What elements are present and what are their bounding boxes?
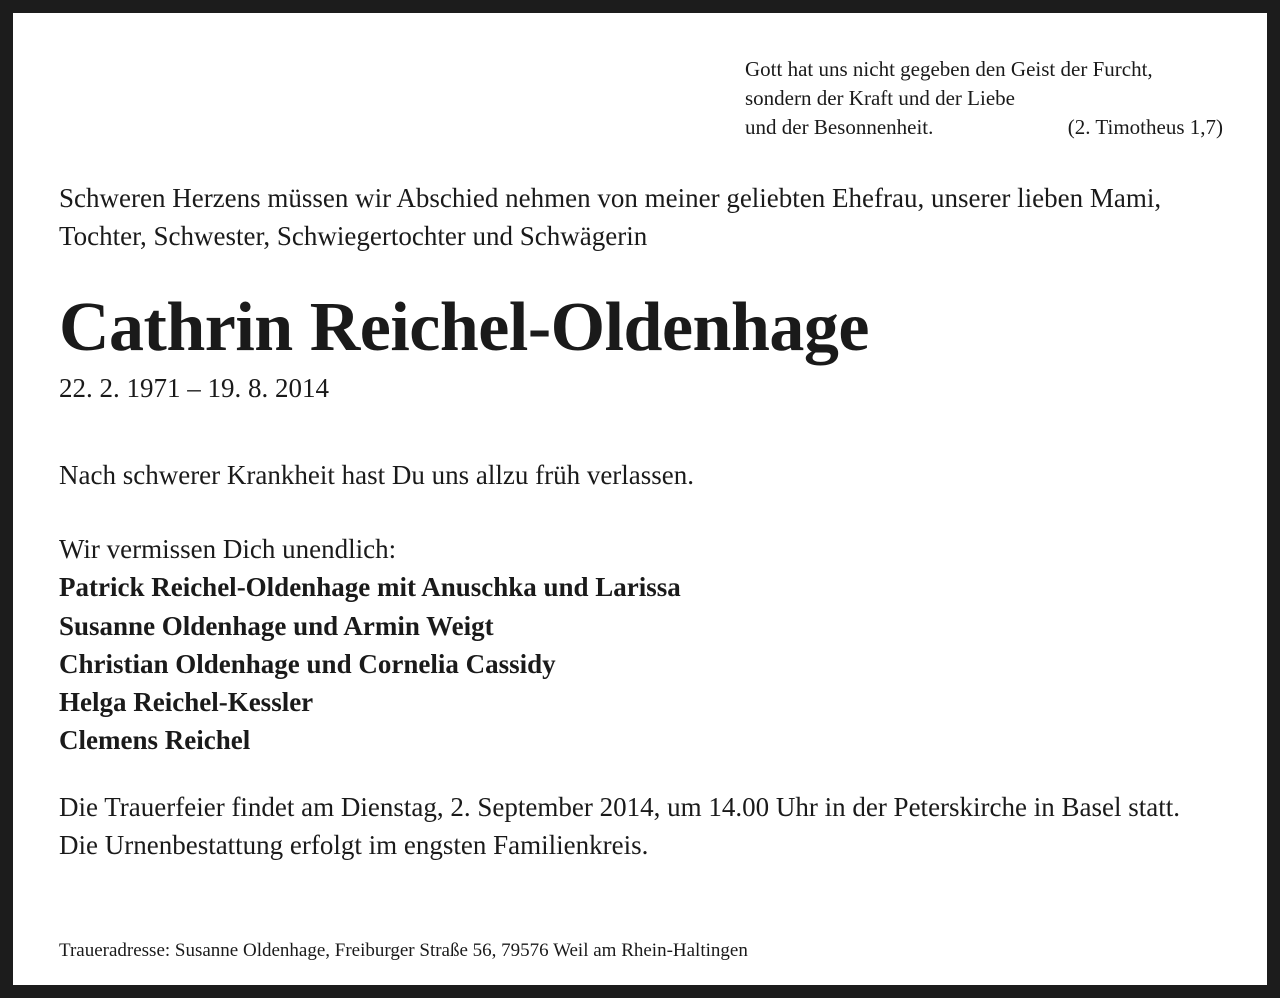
mourning-address: Traueradresse: Susanne Oldenhage, Freiburger Straße 56, 79576 Weil am Rhein-Haltingen — [59, 940, 748, 961]
verse-last-line — [745, 113, 1223, 142]
mourners-block — [59, 530, 681, 760]
life-dates: 22. 2. 1971 – 19. 8. 2014 — [59, 373, 329, 403]
intro-text: Schweren Herzens müssen wir Abschied nehmen von meiner geliebten Ehefrau, unserer lieben Mami, Tochter, Schwester, Schwiegertochter und Schwägerin — [59, 183, 1162, 251]
burial-text: Die Urnenbestattung erfolgt im engsten Familienkreis. — [59, 830, 649, 860]
mourner-name: Christian Oldenhage und Cornelia Cassidy — [59, 648, 556, 679]
ceremony-info — [59, 788, 1229, 864]
verse-line: sondern der Kraft und der Liebe — [745, 86, 1015, 110]
obituary-notice — [13, 13, 1267, 985]
mourner-name: Helga Reichel-Kessler — [59, 687, 314, 718]
deceased-name: Cathrin Reichel-Oldenhage — [59, 289, 869, 366]
mourner-name: Susanne Oldenhage und Armin Weigt — [59, 610, 494, 641]
verse-line: Gott hat uns nicht gegeben den Geist der Furcht, — [745, 57, 1153, 81]
verse-line: und der Besonnenheit. — [745, 115, 934, 139]
farewell-text: Nach schwerer Krankheit hast Du uns allzu früh verlassen. — [59, 460, 695, 490]
funeral-service-text: Die Trauerfeier findet am Dienstag, 2. September 2014, um 14.00 Uhr in der Peterskirche in Basel statt. — [59, 792, 1180, 822]
bible-verse — [745, 55, 1223, 142]
verse-reference: (2. Timotheus 1,7) — [1067, 115, 1223, 139]
mourner-name: Clemens Reichel — [59, 725, 251, 756]
mourner-name: Patrick Reichel-Oldenhage mit Anuschka und Larissa — [59, 572, 681, 603]
mourners-heading: Wir vermissen Dich unendlich: — [59, 534, 397, 564]
